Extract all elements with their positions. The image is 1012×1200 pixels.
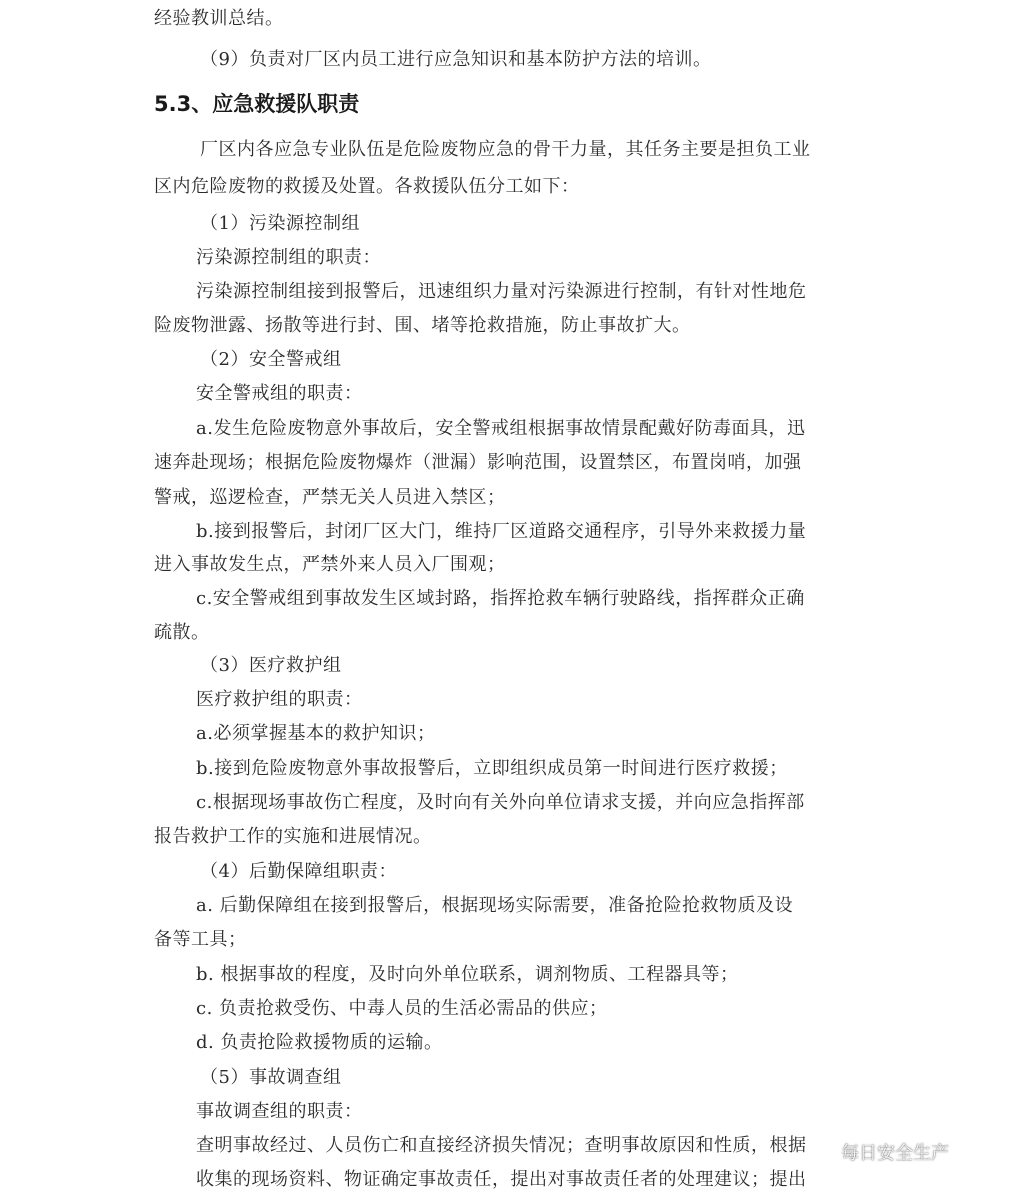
subsection-title: （1）污染源控制组 xyxy=(200,213,360,234)
text-line: 安全警戒组的职责： xyxy=(196,383,363,404)
paragraph-line: 险废物泄露、扬散等进行封、围、堵等抢救措施，防止事故扩大。 xyxy=(154,315,691,336)
subsection-title: （4）后勤保障组职责： xyxy=(200,861,397,882)
paragraph-line: a.必须掌握基本的救护知识； xyxy=(196,723,436,744)
subsection-title: （3）医疗救护组 xyxy=(200,655,342,676)
watermark-text: 每日安全生产 xyxy=(841,1143,949,1164)
list-item: （9）负责对厂区内员工进行应急知识和基本防护方法的培训。 xyxy=(200,49,712,70)
text-line: 污染源控制组的职责： xyxy=(196,247,381,268)
paragraph-line: 查明事故经过、人员伤亡和直接经济损失情况；查明事故原因和性质，根据 xyxy=(196,1135,807,1156)
watermark xyxy=(815,1139,949,1165)
subsection-title: （2）安全警戒组 xyxy=(200,349,342,370)
section-heading: 5.3、应急救援队职责 xyxy=(154,92,360,116)
paragraph-line: 进入事故发生点，严禁外来人员入厂围观； xyxy=(154,554,506,575)
paragraph-line: 警戒，巡逻检查，严禁无关人员进入禁区； xyxy=(154,487,506,508)
paragraph-line: c. 负责抢救受伤、中毒人员的生活必需品的供应； xyxy=(196,998,608,1019)
paragraph-line: 收集的现场资料、物证确定事故责任，提出对事故责任者的处理建议；提出 xyxy=(196,1169,807,1190)
paragraph-line: a.发生危险废物意外事故后，安全警戒组根据事故情景配戴好防毒面具，迅 xyxy=(196,418,806,439)
paragraph-line: d. 负责抢险救援物质的运输。 xyxy=(196,1032,443,1053)
paragraph-line: a. 后勤保障组在接到报警后，根据现场实际需要，准备抢险抢救物质及设 xyxy=(196,895,794,916)
paragraph-line: c.安全警戒组到事故发生区域封路，指挥抢救车辆行驶路线，指挥群众正确 xyxy=(196,588,805,609)
paragraph-line: 区内危险废物的救援及处置。各救援队伍分工如下： xyxy=(154,176,580,197)
text-line: 事故调查组的职责： xyxy=(196,1101,363,1122)
subsection-title: （5）事故调查组 xyxy=(200,1067,342,1088)
paragraph-line: 厂区内各应急专业队伍是危险废物应急的骨干力量，其任务主要是担负工业 xyxy=(200,139,811,160)
paragraph-line: 报告救护工作的实施和进展情况。 xyxy=(154,826,432,847)
paragraph-line: 疏散。 xyxy=(154,622,210,643)
paragraph-line: b.接到报警后，封闭厂区大门，维持厂区道路交通程序，引导外来救援力量 xyxy=(196,521,807,542)
wechat-icon xyxy=(815,1142,837,1162)
paragraph-line: b. 根据事故的程度，及时向外单位联系，调剂物质、工程器具等； xyxy=(196,964,739,985)
paragraph-line: c.根据现场事故伤亡程度，及时向有关外向单位请求支援，并向应急指挥部 xyxy=(196,792,805,813)
paragraph-line: 速奔赴现场；根据危险废物爆炸（泄漏）影响范围，设置禁区，布置岗哨，加强 xyxy=(154,452,802,473)
paragraph-line: b.接到危险废物意外事故报警后，立即组织成员第一时间进行医疗救援； xyxy=(196,758,788,779)
paragraph-line: 污染源控制组接到报警后，迅速组织力量对污染源进行控制，有针对性地危 xyxy=(196,281,807,302)
text-line: 医疗救护组的职责： xyxy=(196,689,363,710)
paragraph-line: 备等工具； xyxy=(154,929,247,950)
text-line: 经验教训总结。 xyxy=(154,8,284,29)
